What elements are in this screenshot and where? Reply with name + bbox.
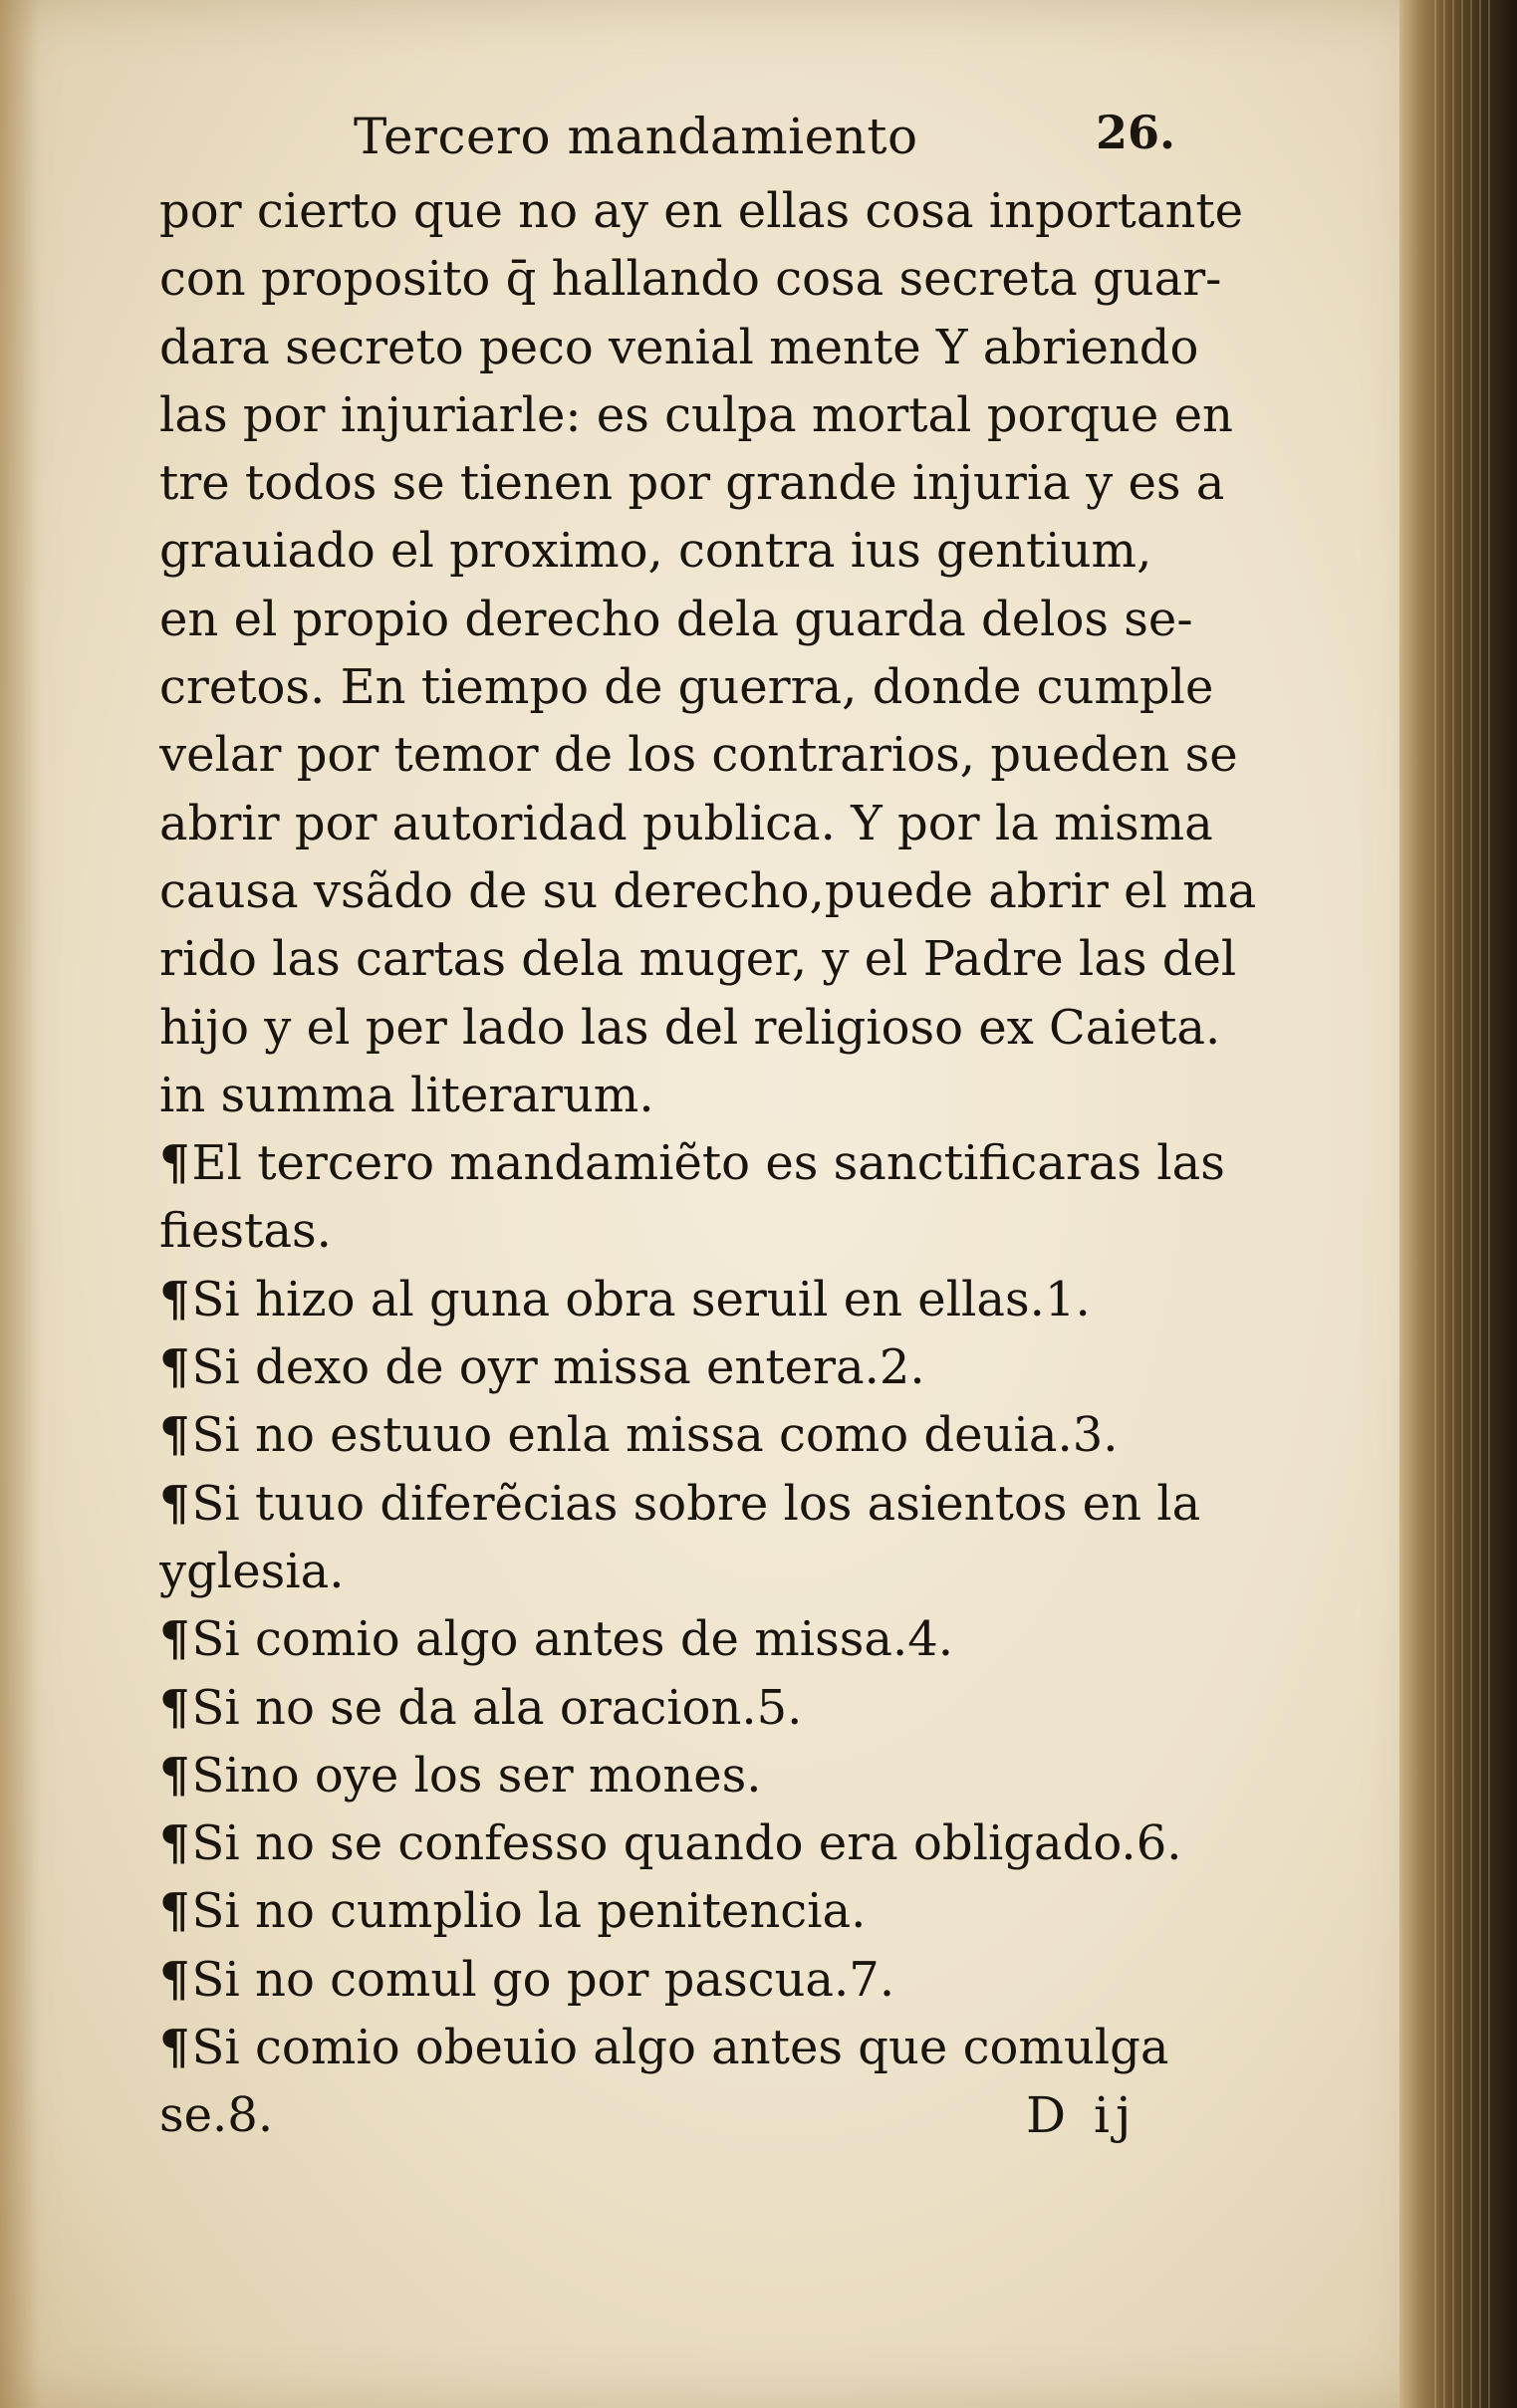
pilcrow-mark: ¶ — [159, 1883, 190, 1940]
list-item-text: Si comio obeuio algo antes que comulga — [191, 2020, 1169, 2076]
list-item-text: Si comio algo antes de missa.4. — [191, 1611, 954, 1668]
list-item-text: El tercero mandamiẽto es sanctificaras las — [191, 1135, 1225, 1192]
signature-mark: D ij — [1026, 2086, 1138, 2145]
pilcrow-mark: ¶ — [159, 2020, 190, 2076]
list-item — [159, 1742, 1265, 1809]
running-head — [159, 100, 1185, 179]
pilcrow-mark: ¶ — [159, 1747, 190, 1804]
text-line: causa vsãdo de su derecho,puede abrir el ma — [159, 862, 1257, 919]
gutter-shadow — [0, 0, 40, 2408]
pilcrow-mark: ¶ — [159, 1135, 190, 1192]
text-line: grauiado el proximo, contra ius gentium, — [159, 523, 1152, 580]
pilcrow-mark: ¶ — [159, 1475, 190, 1532]
text-line: en el propio derecho dela guarda delos se- — [159, 591, 1193, 647]
list-item — [159, 1333, 1265, 1401]
list-item-text: Si no se da ala oracion.5. — [191, 1679, 803, 1736]
text-line: por cierto que no ay en ellas cosa inportante — [159, 183, 1244, 239]
pilcrow-mark: ¶ — [159, 1951, 190, 2008]
text-line: dara secreto peco venial mente Y abriendo — [159, 319, 1199, 375]
list-item — [159, 1674, 1265, 1742]
text-line: hijo y el per lado las del religioso ex Caieta. — [159, 999, 1221, 1056]
list-item — [159, 1401, 1265, 1469]
list-item — [159, 1809, 1265, 1877]
pilcrow-mark: ¶ — [159, 1339, 190, 1396]
pilcrow-mark: ¶ — [159, 1679, 190, 1736]
list-item-continuation: yglesia. — [159, 1543, 345, 1599]
running-title: Tercero mandamiento — [354, 108, 918, 165]
list-item-continuation: se.8. — [159, 2087, 274, 2144]
text-line: con proposito q̄ hallando cosa secreta guar- — [159, 251, 1222, 308]
text-line: abrir por autoridad publica. Y por la misma — [159, 795, 1213, 851]
pilcrow-mark: ¶ — [159, 1407, 190, 1464]
list-item-text: Si hizo al guna obra seruil en ellas.1. — [191, 1271, 1091, 1327]
list-item-text: Si dexo de oyr missa entera.2. — [191, 1339, 925, 1396]
text-line: velar por temor de los contrarios, pueden se — [159, 727, 1238, 784]
list-item-text: Si no cumplio la penitencia. — [191, 1883, 867, 1940]
final-line — [159, 2081, 1265, 2149]
list-item — [159, 1877, 1265, 1945]
list-item — [159, 2014, 1265, 2081]
text-line: las por injuriarle: es culpa mortal porque en — [159, 386, 1233, 443]
pilcrow-mark: ¶ — [159, 1815, 190, 1872]
list-item-text: Sino oye los ser mones. — [191, 1747, 762, 1804]
list-item — [159, 1470, 1265, 1538]
page-edge-leaves — [1434, 0, 1494, 2408]
list-item-text: Si no comul go por pascua.7. — [191, 1951, 895, 2008]
text-line: in summa literarum. — [159, 1067, 654, 1123]
list-item — [159, 1605, 1265, 1673]
pilcrow-mark: ¶ — [159, 1271, 190, 1327]
list-item-continuation: fiestas. — [159, 1203, 332, 1260]
text-block — [159, 177, 1265, 2150]
text-line: cretos. En tiempo de guerra, donde cumple — [159, 659, 1214, 716]
pilcrow-mark: ¶ — [159, 1611, 190, 1668]
folio-number: 26. — [1096, 106, 1176, 159]
list-item — [159, 1266, 1265, 1333]
list-item — [159, 1946, 1265, 2014]
text-line: rido las cartas dela muger, y el Padre las del — [159, 931, 1237, 988]
list-item-text: Si no estuuo enla missa como deuia.3. — [191, 1407, 1119, 1464]
text-line: tre todos se tienen por grande injuria y es a — [159, 455, 1225, 512]
list-item — [159, 1129, 1265, 1197]
list-item-text: Si tuuo diferẽcias sobre los asientos en la — [191, 1475, 1201, 1532]
list-item-text: Si no se confesso quando era obligado.6. — [191, 1815, 1182, 1872]
